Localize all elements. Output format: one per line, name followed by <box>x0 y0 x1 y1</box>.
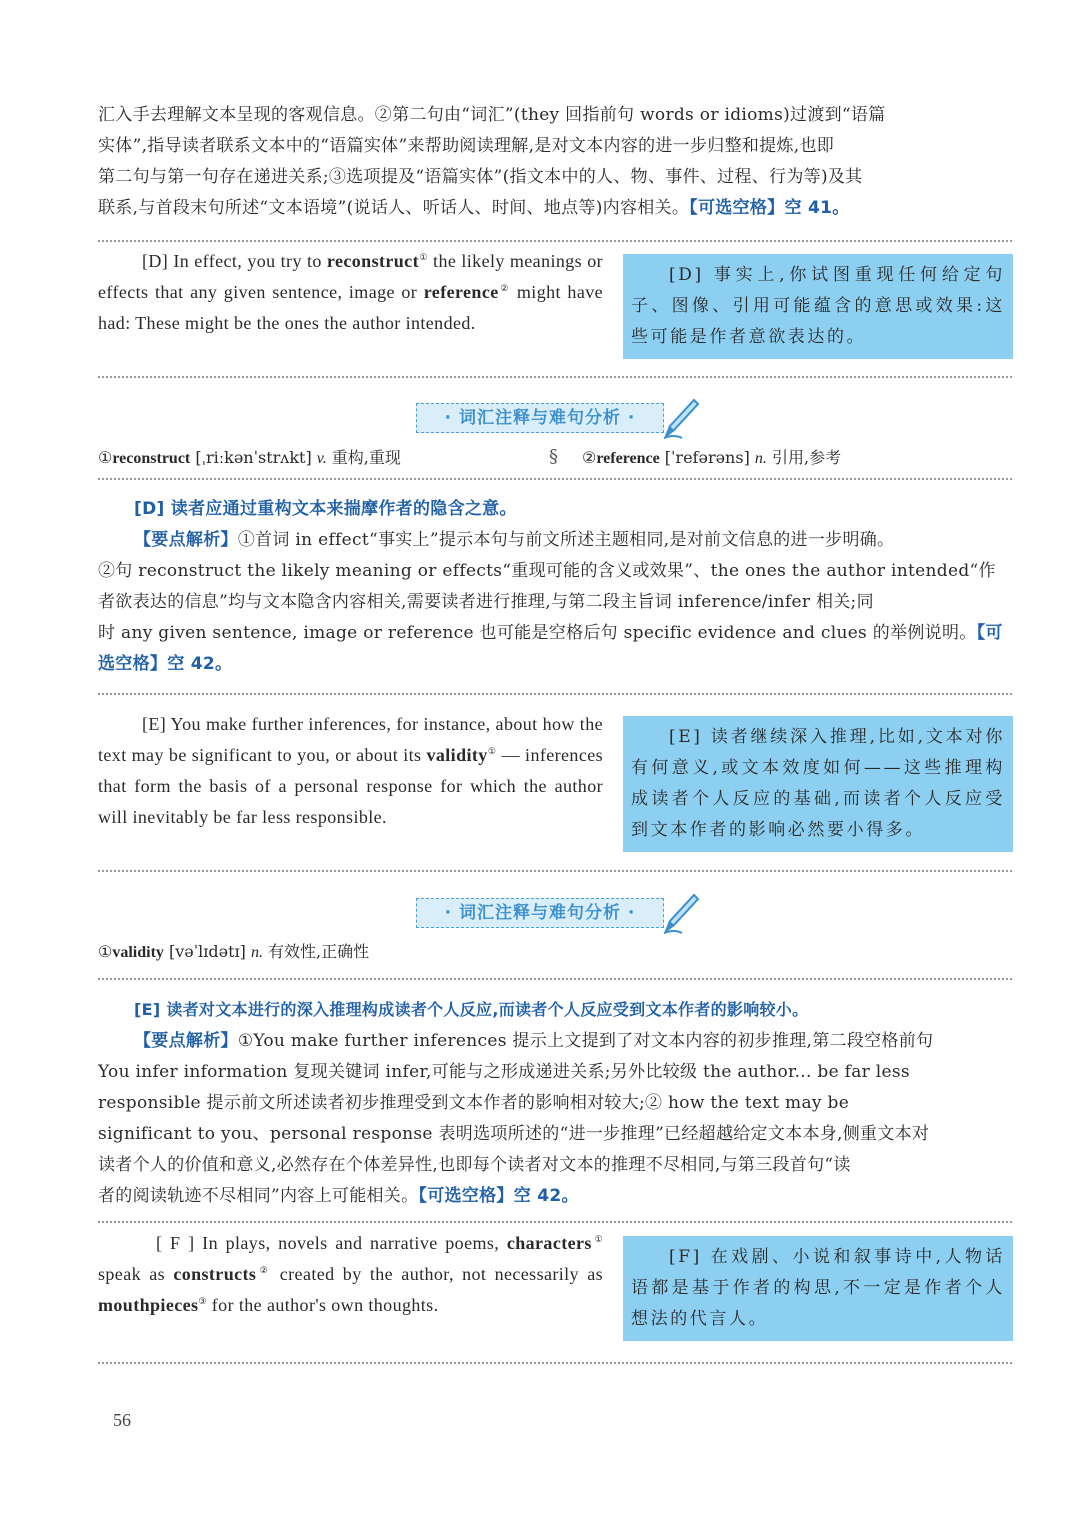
option-f-english <box>98 1228 603 1321</box>
intro-line-3: 第二句与第一句存在递进关系;③选项提及“语篇实体”(指文本中的人、物、事件、过程、行为等)及其 <box>98 167 863 187</box>
analysis-line: 时 any given sentence, image or reference 也可能是空格后句 specific evidence and clues 的举例说明。 <box>98 623 977 643</box>
divider <box>98 1362 1012 1364</box>
answer-tag: 选空格】空 42。 <box>98 654 233 674</box>
analysis-line: You infer information 复现关键词 infer,可能与之形成递进关系;另外比较级 the author... be far less <box>98 1062 910 1082</box>
option-d-english <box>98 246 603 339</box>
analysis-line: ②句 reconstruct the likely meaning or effects“重现可能的含义或效果”、the ones the author intended“作 <box>98 561 996 581</box>
analysis-line: responsible 提示前文所述读者初步推理受到文本作者的影响相对较大;② how the text may be <box>98 1093 850 1113</box>
footnote-mark: ③ <box>198 1296 207 1306</box>
vocab-d-entry-2 <box>582 446 841 471</box>
page-number: 56 <box>113 1410 131 1430</box>
option-text: created by the author, not necessarily as <box>271 1264 604 1284</box>
vocab-word: reconstruct <box>112 450 191 467</box>
option-text: the likely meanings or effects that any given sentence, image or <box>98 251 604 302</box>
analysis-d <box>98 494 1012 680</box>
phonetic: [ˌriːkənˈstrʌkt] <box>190 448 317 467</box>
analysis-heading: [D] 读者应通过重构文本来揣摩作者的隐含之意。 <box>134 499 517 519</box>
option-e-english <box>98 709 603 833</box>
keyword: reconstruct <box>326 251 419 271</box>
entry-number: ① <box>98 942 113 961</box>
phonetic: [ˈrefərəns] <box>659 448 755 467</box>
intro-line-1: 汇入手去理解文本呈现的客观信息。②第二句由“词汇”(they 回指前句 words or idioms)过渡到“语篇 <box>98 105 886 125</box>
keyword: characters <box>506 1233 592 1253</box>
analysis-label: 【要点解析】 <box>134 530 238 550</box>
vocab-e-entry-1 <box>98 940 369 965</box>
answer-tag: 【可 <box>976 623 1003 643</box>
footnote-mark: ① <box>418 252 428 262</box>
option-text: for the author's own thoughts. <box>206 1295 439 1315</box>
translation-text: [F] 在戏剧、小说和叙事诗中,人物话语都是基于作者的构思,不一定是作者个人想法的代言人。 <box>631 1247 1005 1329</box>
intro-line-4: 联系,与首段末句所述“文本语境”(说话人、听话人、时间、地点等)内容相关。 <box>98 198 690 218</box>
part-of-speech: v. <box>316 450 327 467</box>
footnote-mark: ② <box>498 283 511 293</box>
divider <box>98 870 1012 872</box>
vocab-heading: · 词汇注释与难句分析 · <box>416 403 664 433</box>
analysis-line: significant to you、personal response 表明选项所述的“进一步推理”已经超越给定文本本身,侧重文本对 <box>98 1124 930 1144</box>
part-of-speech: n. <box>250 944 263 961</box>
separator-mark: § <box>549 446 558 467</box>
keyword: mouthpieces <box>98 1295 199 1315</box>
part-of-speech: n. <box>754 450 767 467</box>
option-label: [E] <box>142 714 167 734</box>
divider <box>98 1221 1012 1223</box>
meaning: 引用,参考 <box>766 448 842 467</box>
meaning: 有效性,正确性 <box>262 942 370 961</box>
analysis-label: 【要点解析】 <box>134 1031 238 1051</box>
keyword: reference <box>423 282 499 302</box>
option-text: You make further inferences, for instance, about how the text may be significant to you, or about its <box>98 714 603 765</box>
phonetic: [vəˈlɪdətɪ] <box>163 942 251 961</box>
option-text: might have had: These might be the ones the author intended. <box>98 282 603 333</box>
divider <box>98 693 1012 695</box>
analysis-line: 读者个人的价值和意义,必然存在个体差异性,也即每个读者对文本的推理不尽相同,与第三段首句“读 <box>98 1155 851 1175</box>
analysis-line: 者欲表达的信息”均与文本隐含内容相关,需要读者进行推理,与第二段主旨词 inference/infer 相关;同 <box>98 592 874 612</box>
vocab-heading: · 词汇注释与难句分析 · <box>416 898 664 928</box>
option-f-translation <box>623 1236 1013 1341</box>
vocab-word: reference <box>596 450 660 467</box>
divider <box>98 376 1012 378</box>
analysis-e <box>98 994 1012 1212</box>
option-text: — inferences that form the basis of a personal response for which the author will inevitably be far less responsible. <box>98 745 604 827</box>
footnote-mark: ① <box>591 1234 604 1244</box>
option-text: In effect, you try to <box>168 251 327 271</box>
analysis-line: ①首词 in effect“事实上”提示本句与前文所述主题相同,是对前文信息的进一步明确。 <box>237 530 895 550</box>
pen-icon <box>662 396 702 440</box>
option-label: [ F ] <box>156 1233 195 1253</box>
option-text: In plays, novels and narrative poems, <box>194 1233 507 1253</box>
intro-paragraph <box>98 100 1012 224</box>
footnote-mark: ① <box>487 746 497 756</box>
vocab-d-entry-1 <box>98 446 401 471</box>
analysis-heading: [E] 读者对文本进行的深入推理构成读者个人反应,而读者个人反应受到文本作者的影响较小。 <box>134 1000 809 1019</box>
translation-text: [D] 事实上,你试图重现任何给定句子、图像、引用可能蕴含的意思或效果:这些可能是作者意欲表达的。 <box>631 265 1005 347</box>
divider <box>98 478 1012 480</box>
intro-line-2: 实体”,指导读者联系文本中的“语篇实体”来帮助阅读理解,是对文本内容的进一步归整和提炼,也即 <box>98 136 835 156</box>
footnote-mark: ② <box>256 1265 272 1275</box>
option-text: speak as <box>98 1264 174 1284</box>
pen-icon <box>662 891 702 935</box>
keyword: constructs <box>173 1264 257 1284</box>
divider <box>98 240 1012 242</box>
entry-number: ② <box>582 448 597 467</box>
meaning: 重构,重现 <box>326 448 401 467</box>
answer-tag: 【可选空格】空 41。 <box>689 198 850 218</box>
option-label: [D] <box>142 251 169 271</box>
translation-text: [E] 读者继续深入推理,比如,文本对你有何意义,或文本效度如何——这些推理构成读者个人反应的基础,而读者个人反应受到文本作者的影响必然要小得多。 <box>631 727 1005 840</box>
analysis-line: ①You make further inferences 提示上文提到了对文本内容的初步推理,第二段空格前句 <box>237 1031 934 1051</box>
option-d-translation <box>623 254 1013 359</box>
analysis-line: 者的阅读轨迹不尽相同”内容上可能相关。 <box>98 1186 419 1206</box>
divider <box>98 978 1012 980</box>
entry-number: ① <box>98 448 113 467</box>
keyword: validity <box>426 745 488 765</box>
vocab-word: validity <box>112 944 164 961</box>
answer-tag: 【可选空格】空 42。 <box>418 1186 579 1206</box>
option-e-translation <box>623 716 1013 852</box>
